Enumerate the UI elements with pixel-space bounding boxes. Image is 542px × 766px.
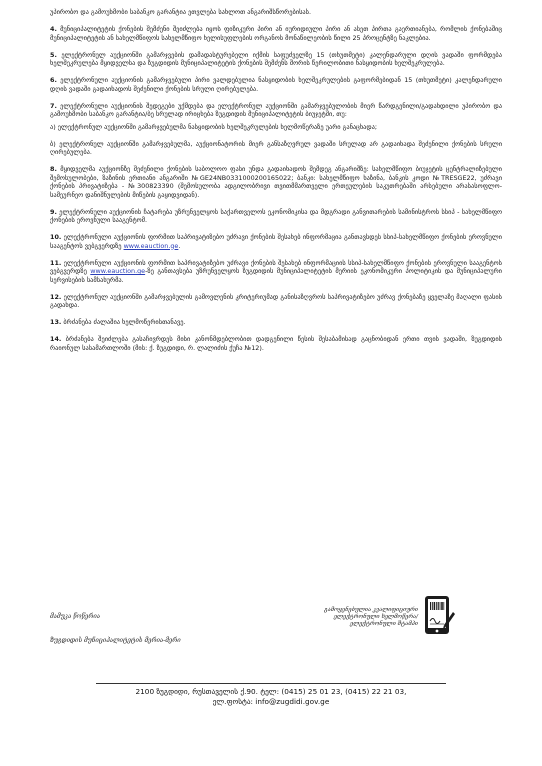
paragraph-number: 11. <box>50 258 62 267</box>
footer-email-line: ელ.ფოსტა: info@zugdidi.gov.ge <box>212 696 330 706</box>
electronic-signature-stamp <box>300 595 460 643</box>
paragraph-8: 8. მყიდველმა აუქციონზე შეძენილი ქონების საბოლოო ფასი უნდა გადაიხადოს შემდეგ ანგარიშზე: სახელმწიფო ბიუჯეტის ცენტრალიზებული შემოსულობები, ზაზინის ერთიანი ანგარიში №GE24NB0331000200165022; ბანკი: სახელმწიფო ხაზინა, ბანკის კოდი №TRESGE22, უძრავი ქონების პრივატიზება - №300823390 (შემოსულობა ადგილობრივი თვითმმართველი ერთეულების საკუთრებაში არსებული არასასოფლო-სამეურნეო დანიშნულების მიწების გაყიდვიდან). <box>50 165 502 199</box>
eauction-link[interactable]: www.eauction.ge <box>123 241 179 250</box>
stamp-caption: გამოყენებულია კვალიფიციური ელექტრონული ხელმოწერა/ ელექტრონული შტამპი <box>324 607 418 628</box>
paragraph-9: 9. ელექტრონული აუქციონის ჩატარება უზრუნველყოს საქართველოს ეკონომიკისა და მდგრადი განვითარების სამინისტროს სსიპ - სახელმწიფო ქონების ეროვნული სააგენტომ. <box>50 207 502 224</box>
paragraph-13: 13. ბრძანება ძალაშია ხელმოწერისთანავე. <box>50 318 186 326</box>
paragraph-number: 5. <box>50 50 57 59</box>
paragraph-10: 10. ელექტრონული აუქციონის ფორმით საპრივატიზებო უძრავი ქონების შესახებ ინფორმაცია განთავსდეს სსიპ-სახელმწიფო ქონების ეროვნული სააგენტოს ვებგვერდზე www.eauction.ge. <box>50 233 502 250</box>
paragraph-continuation: უპირობო და გამოუხმობი საბანკო გარანტია ეთვლება სახლოთ ანგარიშსწორებისას. <box>50 8 312 16</box>
paragraph-7: 7. ელექტრონული აუქციონის შედეგები უქმდება და ელექტრონულ აუქციონში გამარჯვებულობის მიერ წარდგენილი/გადახდილი უპირობო და გამოუხმობი საბანკო გარანტია/ბე სრულად ირიცხება ზუგდიდის მუნიციპალიტეტის ბიუჯეტში, თუ: <box>50 101 502 118</box>
paragraph-number: 8. <box>50 165 57 173</box>
paragraph-number: 10. <box>50 233 62 241</box>
paragraph-14: 14. ბრძანება შეიძლება გასაჩივრდეს მისი კანონმდებლობით დადგენილი წესის შესაბამისად გაცნობიდან ერთი თვის ვადაში, ზუგდიდის რაიონულ სასამართლოში (მის: ქ. ზუგდიდი, რ. ლალიძის ქუჩა №12). <box>50 335 502 352</box>
paragraph-number: 7. <box>50 101 57 110</box>
footer-address-line: 2100 ზუგდიდი, რუსთაველის ქ.90. ტელ: (0415) 25 01 23, (0415) 22 21 03, <box>135 687 407 696</box>
eauction-link[interactable]: www.eauction.ge <box>90 267 146 275</box>
paragraph-7b: ბ) ელექტრონულ აუქციონში გამარჯვებულმა, აუქციონატორის მიერ განსაზღვრულ ვადაში სრულად არ გადაიხადა შეძენილი ქონების სრული ღირებულება. <box>50 139 502 156</box>
document-body <box>50 8 502 361</box>
paragraph-number: 14. <box>50 335 62 343</box>
paragraph-number: 13. <box>50 318 62 326</box>
paragraph-number: 6. <box>50 76 57 84</box>
signature-tablet-icon <box>422 595 456 637</box>
paragraph-5: 5. ელექტრონულ აუქციონში გამარჯვების დამადასტურებელი იქმის საფუძველზე 15 (თხუთმეტი) კალენდარული დღის ვადაში ფორმდება ხელშეკრულება მყიდველსა და ზუგდიდის მუნიციპალიტეტის ქონების შემძენს შორის წერილობითი ნასყიდობის ხელშეკრულება. <box>50 50 502 67</box>
paragraph-6: 6. ელექტრონული აუქციონის გამარჯვებული პირი ვალდებულია ნასყიდობის ხელშეკრულების გაფორმებიდან 15 (თხუთმეტი) კალენდარული დღის ვადაში გადაიხადოს შეძენილი ქონების სრული ღირებულება. <box>50 76 502 93</box>
paragraph-number: 12. <box>50 292 62 301</box>
footer-divider <box>96 683 446 684</box>
paragraph-number: 9. <box>50 207 57 216</box>
paragraph-11: 11. ელექტრონული აუქციონის ფორმით საპრივატიზებო უძრავი ქონების შესახებ ინფორმაციის სსიპ-სახელმწიფო ქონების ეროვნული სააგენტოს ვებგვერდზე www.eauction.ge-ზე განთავსება უზრუნველყოს ზუგდიდის მუნიციპალიტეტის მერიის ეკონომიკური პოლიტიკის და მუნიციპალური სერვისების სამსახურმა. <box>50 258 502 284</box>
paragraph-7a: ა) ელექტრონულ აუქციონში გამარჯვებულმა ნასყიდობის ხელშეკრულების ხელმოწერაზე უარი განაცხადა; <box>50 122 378 131</box>
signer-name: მამუკა წოწერია <box>50 613 101 620</box>
signer-role: ზუგდიდის მუნიციპალიტეტის მერია-მერი <box>50 637 181 644</box>
footer-address <box>70 687 472 706</box>
paragraph-12: 12. ელექტრონულ აუქციონში გამარჯვებულის გამოვლენის კრიტერიუმად განისაზღვროს საპრივატიზებო უძრავ ქონებაზე ყველაზე მაღალი ფასის გადახდა. <box>50 292 502 309</box>
paragraph-number: 4. <box>50 25 57 33</box>
paragraph-4: 4. მუნიციპალიტეტის ქონების შემძენი შეიძლება იყოს ფიზიკური პირი ან იურიდიული პირი ან ასეთ პირთა გაერთიანება, რომლის ქონებაშიც მუნიციპალიტეტის ან სახელმწიფოს სახელმწიფო ხელისუფლების ორგანოს მონაწილეობის წილი 25 პროცენტზე ნაკლებია. <box>50 25 502 42</box>
